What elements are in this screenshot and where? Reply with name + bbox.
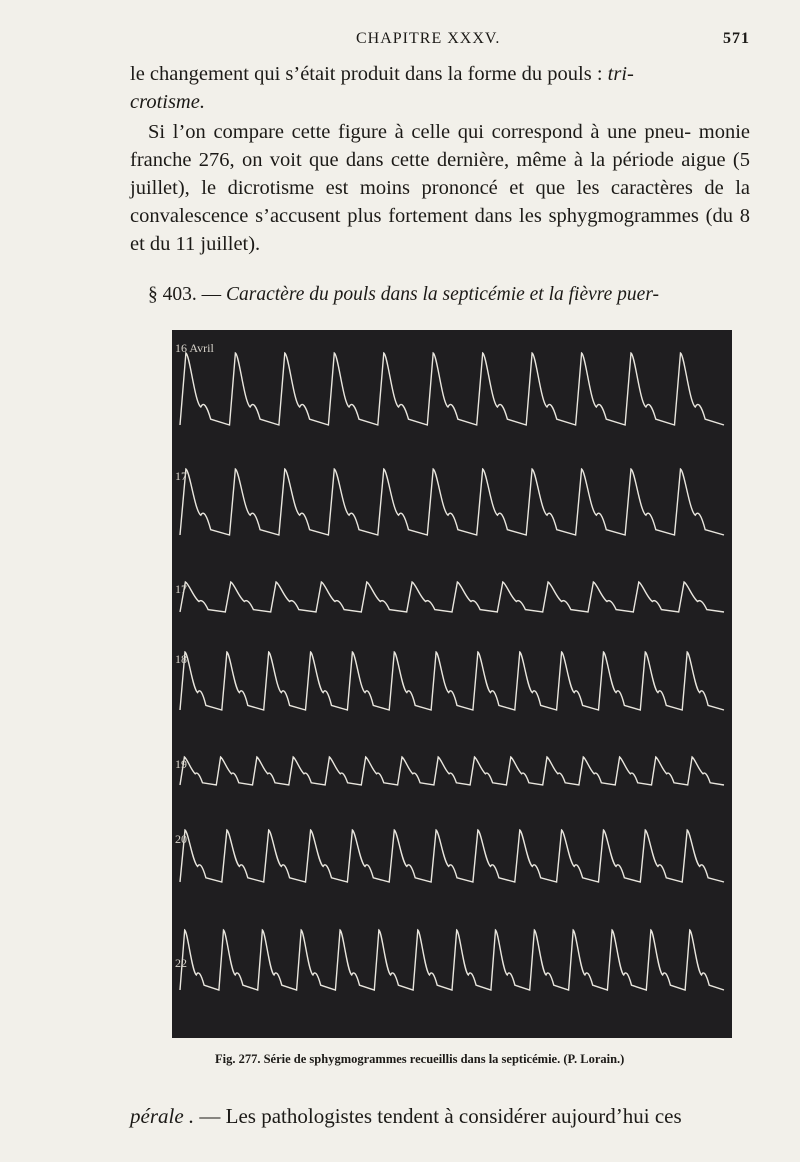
pulse-trace <box>180 652 724 710</box>
trace-date-label: 20 <box>175 832 187 846</box>
paragraph-2-line-2: monie franche 276, on voit que dans cette dernière, même à la <box>130 121 750 171</box>
continuation-line <box>130 1102 755 1130</box>
section-title: Caractère du pouls dans la septicémie et la fièvre puer- <box>226 284 660 305</box>
pulse-trace <box>180 930 724 990</box>
page-number: 571 <box>723 30 750 47</box>
paragraph-2 <box>130 118 750 258</box>
running-header <box>130 30 750 54</box>
pulse-trace <box>180 582 724 612</box>
paragraph-1-text: le changement qui s’était produit dans la forme du pouls : <box>130 63 603 85</box>
paragraph-2-line-3: période aigue (5 juillet), le dicrotisme est moins prononcé et que <box>130 149 750 199</box>
trace-date-label: 18 <box>175 652 187 666</box>
pulse-trace <box>180 757 724 785</box>
paragraph-2-line-1: Si l’on compare cette figure à celle qui correspond à une pneu- <box>148 121 692 143</box>
paragraph-1-italic: tri- <box>607 63 634 85</box>
continuation-text: — Les pathologistes tendent à considérer aujourd’hui ces <box>199 1104 682 1128</box>
chapter-heading: CHAPITRE XXXV. <box>356 30 501 47</box>
trace-date-label: 17 <box>175 582 187 596</box>
trace-date-label: 17 <box>175 469 187 483</box>
sphygmogram-plate <box>172 330 732 1038</box>
figure-caption: Fig. 277. Série de sphygmogrammes recueillis dans la septicémie. (P. Lorain.) <box>215 1052 625 1066</box>
paragraph-2-line-5: les sphygmogrammes (du 8 et du 11 juillet). <box>130 205 750 255</box>
pulse-trace <box>180 353 724 425</box>
section-heading <box>148 282 748 308</box>
body-text <box>130 60 750 258</box>
paragraph-1-italic-cont: crotisme. <box>130 91 205 113</box>
trace-date-label: 19 <box>175 757 187 771</box>
paragraph-1 <box>130 60 750 116</box>
trace-date-label: 16 Avril <box>175 341 214 355</box>
sphygmogram-traces <box>172 330 732 1038</box>
continuation-italic: pérale . <box>130 1104 195 1128</box>
pulse-trace <box>180 830 724 882</box>
trace-date-label: 22 <box>175 956 187 970</box>
section-number: § 403. — <box>148 284 222 305</box>
pulse-trace <box>180 469 724 535</box>
paragraph-2-line-4: les caractères de la convalescence s’accusent plus fortement dans <box>130 177 750 227</box>
